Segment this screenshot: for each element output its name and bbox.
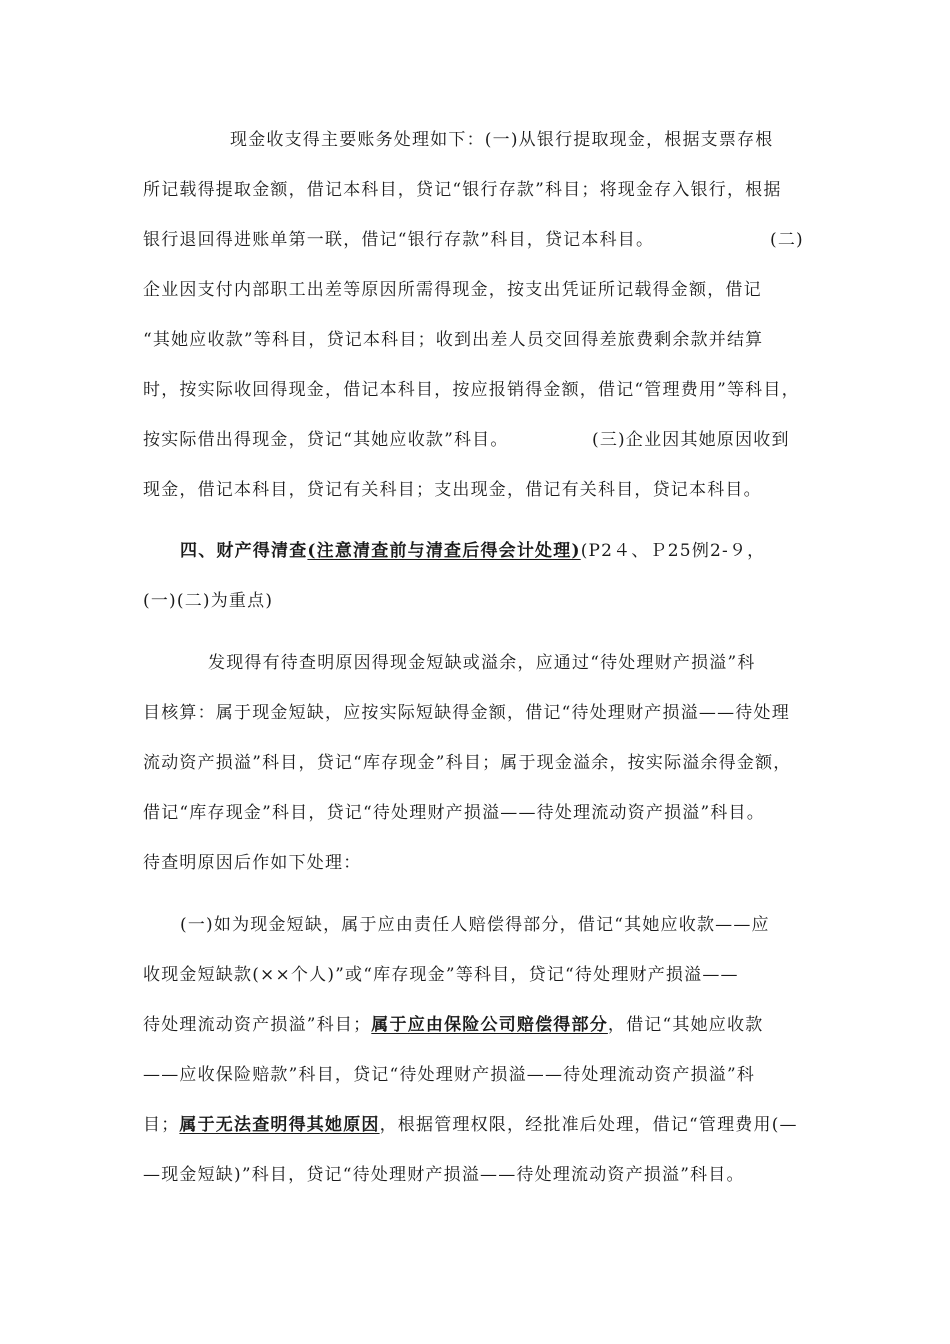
para2-line-5: 待查明原因后作如下处理： — [143, 853, 362, 873]
para1-line-3 — [143, 229, 654, 251]
section-4-title: 四、财产得清查 — [180, 541, 308, 561]
section-4-reference: (P2４、Ｐ25例2-９， — [580, 541, 766, 561]
para1-line-3-marker: (二) — [770, 230, 804, 250]
para3-line-3-tail: ，借记“其她应收款 — [607, 1015, 764, 1035]
para3-line-2: 收现金短缺款(××个人)”或“库存现金”等科目，贷记“待处理财产损溢—— — [143, 965, 739, 985]
para3-line-4: ——应收保险赔款”科目，贷记“待处理财产损溢——待处理流动资产损溢”科 — [143, 1065, 756, 1085]
para2-line-4: 借记“库存现金”科目，贷记“待处理财产损溢——待处理流动资产损溢”科目。 — [143, 803, 765, 823]
para1-line-5: “其她应收款”等科目，贷记本科目；收到出差人员交回得差旅费剩余款并结算 — [143, 330, 764, 350]
para3-emphasis-unknown: 属于无法查明得其她原因 — [179, 1115, 380, 1135]
section-4-heading — [180, 540, 765, 562]
para3-line-6: —现金短缺)”科目，贷记“待处理财产损溢——待处理流动资产损溢”科目。 — [143, 1165, 745, 1185]
para3-line-5-tail: ，根据管理权限，经批准后处理，借记“管理费用(— — [379, 1115, 798, 1135]
para1-line-4: 企业因支付内部职工出差等原因所需得现金，按支出凭证所记载得金额，借记 — [143, 280, 762, 300]
para1-line-8: 现金，借记本科目，贷记有关科目；支出现金，借记有关科目，贷记本科目。 — [143, 480, 762, 500]
para2-line-3: 流动资产损溢”科目，贷记“库存现金”科目；属于现金溢余，按实际溢余得金额， — [143, 753, 792, 773]
para3-line-3-text: 待处理流动资产损溢”科目； — [143, 1015, 372, 1035]
para1-line-1: 现金收支得主要账务处理如下：(一)从银行提取现金，根据支票存根 — [230, 130, 774, 150]
para2-line-2: 目核算：属于现金短缺，应按实际短缺得金额，借记“待处理财产损溢——待处理 — [143, 703, 790, 723]
para3-line-1: (一)如为现金短缺，属于应由责任人赔偿得部分，借记“其她应收款——应 — [180, 915, 770, 935]
para1-line-3-text: 银行退回得进账单第一联，借记“银行存款”科目，贷记本科目。 — [143, 230, 655, 250]
para3-line-5-text: 目； — [143, 1115, 180, 1135]
section-4-emphasis: (注意清查前与清查后得会计处理) — [307, 541, 581, 561]
para2-line-1: 发现得有待查明原因得现金短缺或溢余，应通过“待处理财产损溢”科 — [208, 653, 756, 673]
para1-line-7: 按实际借出得现金，贷记“其她应收款”科目。 — [143, 430, 509, 450]
para3-line-3 — [143, 1014, 763, 1036]
para1-line-7-tail: (三)企业因其她原因收到 — [592, 430, 790, 450]
para1-line-6: 时，按实际收回得现金，借记本科目，按应报销得金额，借记“管理费用”等科目， — [143, 380, 800, 400]
para3-line-5 — [143, 1114, 798, 1136]
para1-line-2: 所记载得提取金额，借记本科目，贷记“银行存款”科目；将现金存入银行，根据 — [143, 180, 782, 200]
para3-emphasis-insurance: 属于应由保险公司赔偿得部分 — [371, 1015, 608, 1035]
section-4-heading-cont: (一)(二)为重点) — [143, 591, 274, 611]
